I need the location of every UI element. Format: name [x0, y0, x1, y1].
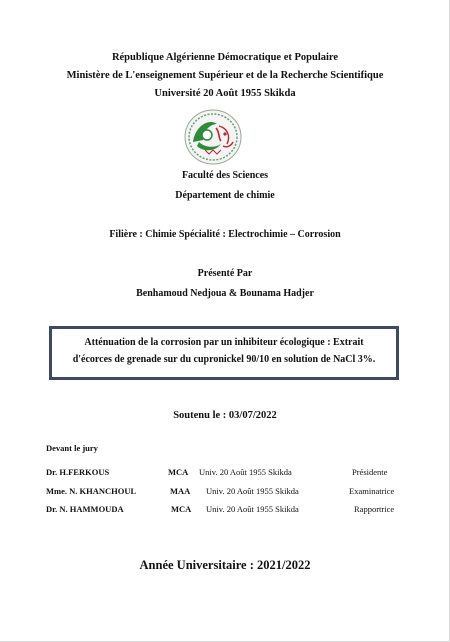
- jury-member-name: Dr. H.FERKOUS: [46, 467, 110, 477]
- ministry-name: Ministère de L'enseignement Supérieur et de la Recherche Scientifique: [66, 70, 384, 81]
- university-name: Université 20 Août 1955 Skikda: [154, 88, 296, 99]
- jury-member-university: Univ. 20 Août 1955 Skikda: [206, 504, 299, 514]
- presented-by-label: Présenté Par: [197, 268, 253, 279]
- speciality-line: Filière : Chimie Spécialité : Electrochimie – Corrosion: [109, 229, 341, 240]
- jury-member-grade: MAA: [170, 486, 191, 496]
- thesis-title-line1: Atténuation de la corrosion par un inhibiteur écologique : Extrait: [84, 337, 364, 348]
- defense-date: Soutenu le : 03/07/2022: [173, 410, 277, 421]
- jury-row: [0, 486, 450, 500]
- thesis-title-line2: d'écorces de grenade sur du cupronickel 90/10 en solution de NaCl 3%.: [72, 354, 376, 365]
- jury-member-name: Mme. N. KHANCHOUL: [46, 486, 137, 496]
- university-seal-icon: [183, 108, 243, 166]
- jury-member-role: Examinatrice: [349, 486, 395, 496]
- jury-member-role: Rapportrice: [354, 504, 395, 514]
- jury-member-university: Univ. 20 Août 1955 Skikda: [199, 467, 292, 477]
- jury-row: [0, 504, 450, 518]
- thesis-title-box: [49, 326, 399, 380]
- faculty-name: Faculté des Sciences: [181, 170, 269, 181]
- jury-member-grade: MCA: [168, 467, 189, 477]
- country-name: République Algérienne Démocratique et Populaire: [111, 52, 339, 63]
- academic-year: Année Universitaire : 2021/2022: [139, 558, 311, 572]
- jury-member-university: Univ. 20 Août 1955 Skikda: [206, 486, 299, 496]
- jury-row: [0, 467, 450, 481]
- jury-member-name: Dr. N. HAMMOUDA: [46, 504, 124, 514]
- jury-member-grade: MCA: [171, 504, 192, 514]
- jury-member-role: Présidente: [352, 467, 388, 477]
- jury-heading: Devant le jury: [46, 443, 98, 453]
- authors-names: Benhamoud Nedjoua & Bounama Hadjer: [136, 288, 314, 299]
- department-name: Département de chimie: [175, 190, 275, 201]
